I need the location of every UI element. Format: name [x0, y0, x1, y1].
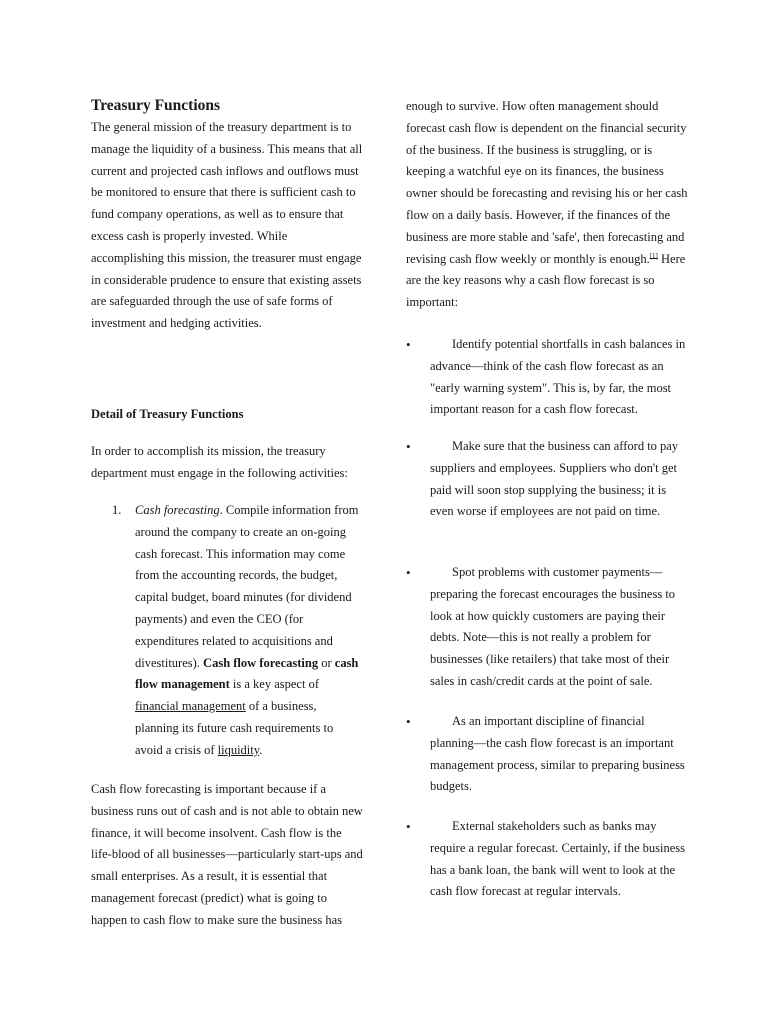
connector-text: or: [318, 655, 335, 670]
list-item-text: . Compile information from around the company to create an on-going cash forecast. This information may come from the accounting records, the budget, capital budget, board minutes (for dividend payments) and even the CEO (for expenditures related to acquisitions and divestitures).: [135, 503, 359, 670]
financial-management-link[interactable]: financial management: [135, 699, 246, 714]
bullet-icon: •: [406, 714, 411, 729]
bullet-text: As an important discipline of financial planning—the cash flow forecast is an important management process, similar to preparing business budgets.: [430, 714, 685, 794]
bold-term-1: Cash flow forecasting: [203, 655, 319, 670]
list-item-text: of a business, planning its future cash requirements to avoid a crisis of: [135, 699, 334, 757]
bullet-text: External stakeholders such as banks may require a regular forecast. Certainly, if the business has a bank loan, the bank will went to look at the cash flow forecast at regular intervals.: [430, 819, 685, 899]
list-item-body: [135, 500, 363, 762]
continuation-text: enough to survive. How often management should forecast cash flow is dependent on the financial security of the business. If the business is struggling, or is keeping a watchful eye on its finances, the business owner should be forecasting and revising his or her cash flow on a daily basis. However, if the finances of the business are more stable and 'safe', then forecasting and revising cash flow weekly or monthly is enough.: [406, 99, 688, 266]
cash-flow-paragraph: Cash flow forecasting is important because if a business runs out of cash and is not able to obtain new finance, it will become insolvent. Cash flow is the life-blood of all businesses—particularly start-ups and small enterprises. As a result, it is essential that management forecast (predict) what is going to happen to cash flow to make sure the business has: [91, 782, 363, 927]
intro-paragraph: The general mission of the treasury department is to manage the liquidity of a business. This means that all current and projected cash inflows and outflows must be monitored to ensure that there is sufficient cash to fund company operations, as well as to ensure that excess cash is properly invested. While accomplishing this mission, the treasurer must engage in considerable prudence to ensure that existing assets are safeguarded through the use of safe forms of investment and hedging activities.: [91, 120, 363, 331]
bullet-icon: •: [406, 819, 411, 834]
section-heading: Detail of Treasury Functions: [91, 407, 244, 421]
lead-paragraph: In order to accomplish its mission, the treasury department must engage in the following activities:: [91, 444, 348, 480]
bullet-item: [406, 816, 690, 903]
continuation-tail: Here are the key reasons why a cash flow forecast is so important:: [406, 251, 686, 310]
continuation-paragraph: [406, 96, 690, 314]
bold-term-2: cash flow management: [135, 655, 359, 692]
footnote-link[interactable]: [1]: [649, 251, 658, 260]
bullet-icon: •: [406, 439, 411, 454]
bullet-item: [406, 562, 690, 693]
numbered-list-item: [91, 500, 363, 762]
bullet-text: Identify potential shortfalls in cash balances in advance—think of the cash flow forecast as an "early warning system". This is, by far, the most important reason for a cash flow forecast.: [430, 337, 686, 417]
bullet-text: Spot problems with customer payments—preparing the forecast encourages the business to look at how quickly customers are paying their debts. Note—this is not really a problem for businesses (like retailers) that take most of their sales in cash/credit cards at the point of sale.: [430, 565, 676, 688]
bullet-icon: •: [406, 337, 411, 352]
list-marker: 1.: [112, 503, 122, 517]
bullet-icon: •: [406, 565, 411, 580]
list-item-text: is a key aspect of: [229, 677, 319, 692]
bullet-item: [406, 334, 690, 421]
bullet-item: [406, 436, 690, 523]
bullet-item: [406, 711, 690, 798]
page-title: Treasury Functions: [91, 97, 221, 114]
list-item-term: Cash forecasting: [135, 503, 220, 517]
bullet-text: Make sure that the business can afford to pay suppliers and employees. Suppliers who don't get paid will soon stop supplying the business; it is even worse if employees are not paid on time.: [430, 439, 679, 519]
list-item-text: .: [259, 742, 263, 757]
liquidity-link[interactable]: liquidity: [217, 742, 260, 757]
